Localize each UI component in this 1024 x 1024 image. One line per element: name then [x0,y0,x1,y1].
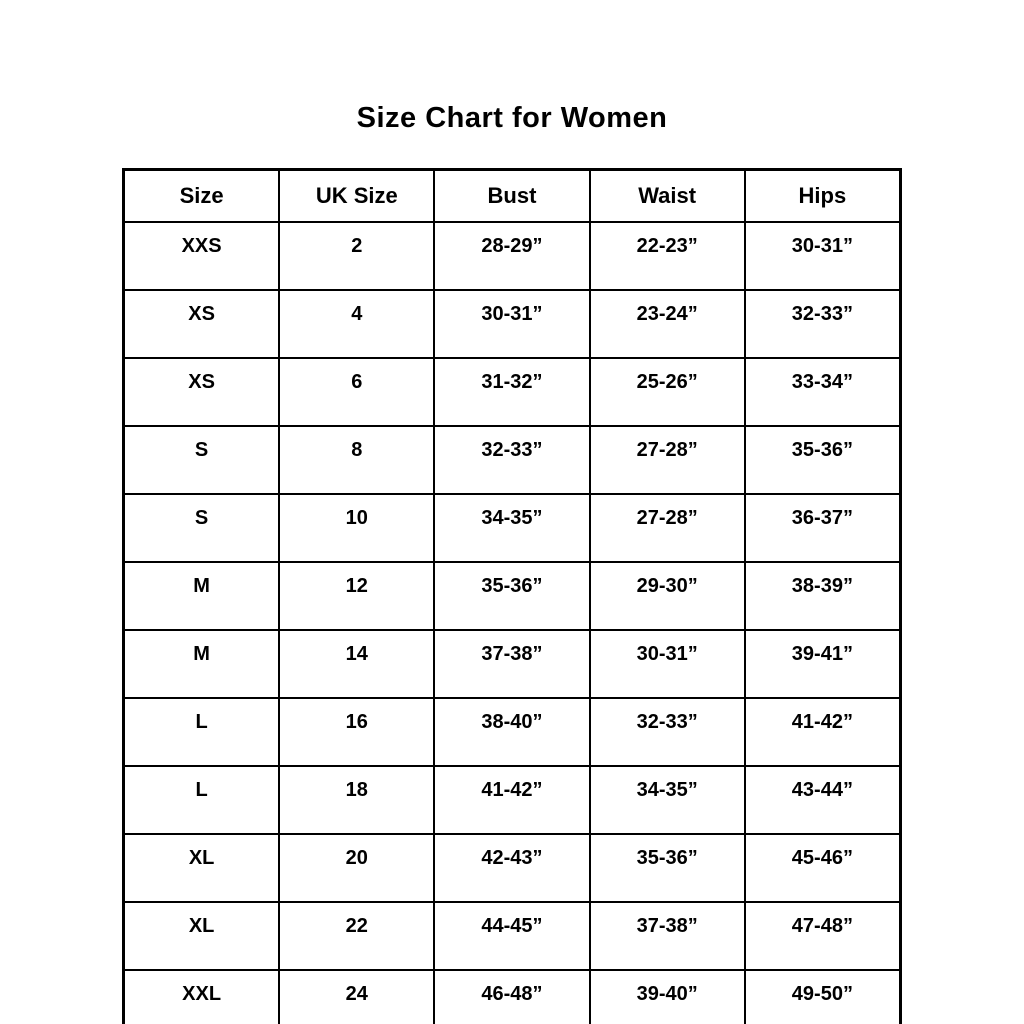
table-cell: 35-36” [745,426,901,494]
table-cell: 30-31” [590,630,745,698]
table-cell: L [124,766,280,834]
table-cell: XXL [124,970,280,1024]
table-cell: 46-48” [434,970,589,1024]
table-row [124,630,901,698]
table-cell: XL [124,834,280,902]
table-cell: S [124,494,280,562]
column-header: UK Size [279,170,434,223]
table-cell: 36-37” [745,494,901,562]
table-row [124,562,901,630]
table-cell: 12 [279,562,434,630]
table-cell: 30-31” [745,222,901,290]
page-title: Size Chart for Women [356,102,668,134]
table-cell: 22-23” [590,222,745,290]
table-cell: 34-35” [590,766,745,834]
table-cell: 25-26” [590,358,745,426]
table-cell: 32-33” [590,698,745,766]
table-cell: XS [124,358,280,426]
table-cell: M [124,630,280,698]
table-cell: 42-43” [434,834,589,902]
table-cell: 39-41” [745,630,901,698]
table-cell: 35-36” [590,834,745,902]
table-cell: S [124,426,280,494]
column-header: Waist [590,170,745,223]
table-cell: 10 [279,494,434,562]
table-row [124,222,901,290]
table-cell: 24 [279,970,434,1024]
table-cell: 20 [279,834,434,902]
table-cell: 23-24” [590,290,745,358]
size-chart-table [122,168,902,1024]
table-cell: 41-42” [745,698,901,766]
table-cell: XS [124,290,280,358]
table-cell: 28-29” [434,222,589,290]
table-cell: 37-38” [590,902,745,970]
header-row [124,170,901,223]
table-cell: 37-38” [434,630,589,698]
table-cell: 6 [279,358,434,426]
table-cell: 38-39” [745,562,901,630]
table-cell: 47-48” [745,902,901,970]
table-row [124,358,901,426]
table-cell: M [124,562,280,630]
table-cell: 4 [279,290,434,358]
table-cell: 35-36” [434,562,589,630]
column-header: Hips [745,170,901,223]
table-cell: 29-30” [590,562,745,630]
table-row [124,970,901,1024]
table-cell: L [124,698,280,766]
table-cell: 32-33” [745,290,901,358]
table-row [124,494,901,562]
table-cell: 38-40” [434,698,589,766]
table-cell: 43-44” [745,766,901,834]
table-cell: 44-45” [434,902,589,970]
table-cell: 49-50” [745,970,901,1024]
table-header [124,170,901,223]
table-cell: XXS [124,222,280,290]
table-row [124,290,901,358]
table-cell: 27-28” [590,494,745,562]
table-cell: 16 [279,698,434,766]
table-row [124,902,901,970]
table-cell: 39-40” [590,970,745,1024]
table-cell: XL [124,902,280,970]
table-cell: 41-42” [434,766,589,834]
table-body [124,222,901,1024]
column-header: Bust [434,170,589,223]
table-cell: 33-34” [745,358,901,426]
table-cell: 14 [279,630,434,698]
table-cell: 34-35” [434,494,589,562]
table-row [124,426,901,494]
table-cell: 18 [279,766,434,834]
table-cell: 8 [279,426,434,494]
table-cell: 27-28” [590,426,745,494]
table-cell: 2 [279,222,434,290]
table-cell: 32-33” [434,426,589,494]
table-cell: 22 [279,902,434,970]
table-cell: 45-46” [745,834,901,902]
table-row [124,834,901,902]
table-cell: 30-31” [434,290,589,358]
table-row [124,766,901,834]
column-header: Size [124,170,280,223]
table-cell: 31-32” [434,358,589,426]
table-row [124,698,901,766]
